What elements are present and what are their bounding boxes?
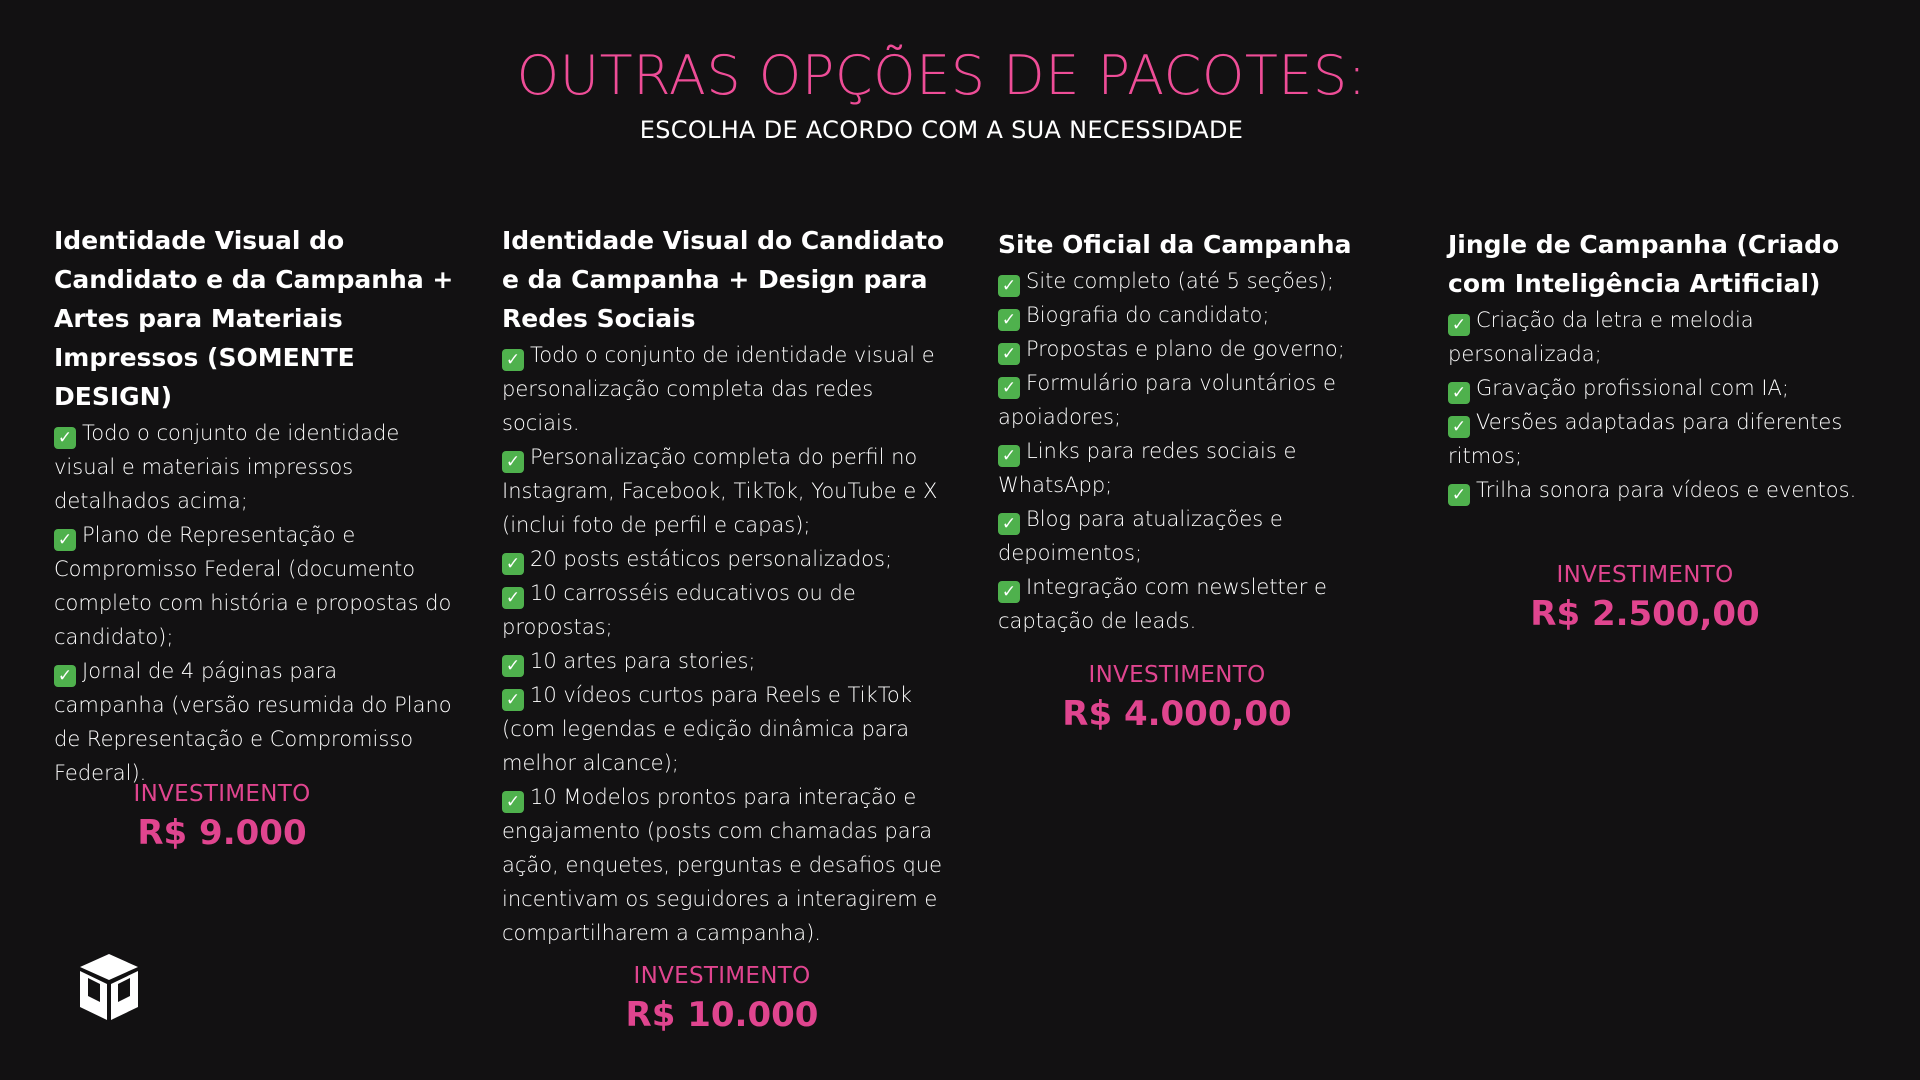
list-item: ✓ Gravação profissional com IA; [1448, 371, 1858, 405]
list-item: ✓ 10 artes para stories; [502, 644, 948, 678]
investment-price: R$ 10.000 [625, 995, 819, 1035]
investment-label: INVESTIMENTO [1556, 562, 1734, 588]
check-mark-icon: ✓ [998, 581, 1020, 603]
list-item: ✓ Personalização completa do perfil no Instagram, Facebook, TikTok, YouTube e X (inclui foto de perfil e capas); [502, 445, 938, 537]
package-items [54, 416, 454, 790]
package-title: Identidade Visual do Candidato e da Campanha + Design para Redes Sociais [502, 226, 945, 333]
check-mark-icon: ✓ [54, 427, 76, 449]
check-mark-icon: ✓ [1448, 416, 1470, 438]
check-mark-icon: ✓ [998, 513, 1020, 535]
page-subtitle: ESCOLHA DE ACORDO COM A SUA NECESSIDADE [639, 116, 1244, 144]
check-mark-icon: ✓ [502, 791, 524, 813]
check-mark-icon: ✓ [502, 451, 524, 473]
list-item: ✓ Integração com newsletter e captação de leads. [998, 575, 1327, 633]
package-items [1448, 303, 1858, 507]
package-title: Site Oficial da Campanha [998, 230, 1352, 259]
investment-label: INVESTIMENTO [633, 963, 811, 989]
investment-price: R$ 9.000 [137, 813, 307, 853]
check-mark-icon: ✓ [998, 309, 1020, 331]
check-mark-icon: ✓ [502, 587, 524, 609]
investment-block [997, 662, 1357, 734]
list-item: ✓ Jornal de 4 páginas para campanha (versão resumida do Plano de Representação e Compromisso Federal). [54, 659, 452, 785]
list-item: ✓ Todo o conjunto de identidade visual e personalização completa das redes sociais. [502, 343, 935, 435]
check-mark-icon: ✓ [1448, 484, 1470, 506]
investment-price: R$ 4.000,00 [1062, 694, 1292, 734]
list-item: ✓ 10 carrosséis educativos ou de propostas; [502, 581, 856, 639]
list-item: ✓ Biografia do candidato; [998, 298, 1398, 332]
package-card-social [502, 221, 948, 950]
page-title: OUTRAS OPÇÕES DE PACOTES: [516, 44, 1367, 107]
investment-price: R$ 2.500,00 [1530, 594, 1760, 634]
investment-block [1465, 562, 1825, 634]
investment-label: INVESTIMENTO [1088, 662, 1266, 688]
package-items [998, 264, 1398, 638]
list-item: ✓ Todo o conjunto de identidade visual e materiais impressos detalhados acima; [54, 421, 400, 513]
check-mark-icon: ✓ [1448, 382, 1470, 404]
investment-label: INVESTIMENTO [133, 781, 311, 807]
list-item: ✓ 10 Modelos prontos para interação e engajamento (posts com chamadas para ação, enquetes, perguntas e desafios que incentivam os seguidores a interagirem e compartilharem a campanha). [502, 785, 943, 945]
check-mark-icon: ✓ [502, 655, 524, 677]
list-item: ✓ Formulário para voluntários e apoiadores; [998, 371, 1336, 429]
list-item: ✓ Trilha sonora para vídeos e eventos. [1448, 473, 1858, 507]
list-item: ✓ Plano de Representação e Compromisso Federal (documento completo com história e propostas do candidato); [54, 523, 452, 649]
check-mark-icon: ✓ [998, 377, 1020, 399]
check-mark-icon: ✓ [54, 665, 76, 687]
check-mark-icon: ✓ [1448, 314, 1470, 336]
list-item: ✓ Site completo (até 5 seções); [998, 264, 1398, 298]
check-mark-icon: ✓ [54, 529, 76, 551]
list-item: ✓ Links para redes sociais e WhatsApp; [998, 439, 1297, 497]
package-card-design [54, 221, 454, 790]
list-item: ✓ Propostas e plano de governo; [998, 332, 1398, 366]
package-items [502, 338, 948, 950]
list-item: ✓ Versões adaptadas para diferentes ritmos; [1448, 410, 1843, 468]
package-card-site [998, 225, 1398, 638]
investment-block [42, 781, 402, 853]
list-item: ✓ Blog para atualizações e depoimentos; [998, 507, 1283, 565]
package-card-jingle [1448, 225, 1858, 507]
check-mark-icon: ✓ [998, 275, 1020, 297]
package-title: Jingle de Campanha (Criado com Inteligência Artificial) [1448, 230, 1840, 298]
check-mark-icon: ✓ [502, 553, 524, 575]
investment-block [542, 963, 902, 1035]
list-item: ✓ 10 vídeos curtos para Reels e TikTok (com legendas e edição dinâmica para melhor alcance); [502, 683, 912, 775]
list-item: ✓ Criação da letra e melodia personalizada; [1448, 308, 1754, 366]
check-mark-icon: ✓ [998, 343, 1020, 365]
check-mark-icon: ✓ [502, 349, 524, 371]
check-mark-icon: ✓ [998, 445, 1020, 467]
brand-logo-icon [76, 950, 142, 1022]
list-item: ✓ 20 posts estáticos personalizados; [502, 542, 948, 576]
package-title: Identidade Visual do Candidato e da Campanha + Artes para Materiais Impressos (SOMENTE DESIGN) [54, 226, 454, 411]
check-mark-icon: ✓ [502, 689, 524, 711]
